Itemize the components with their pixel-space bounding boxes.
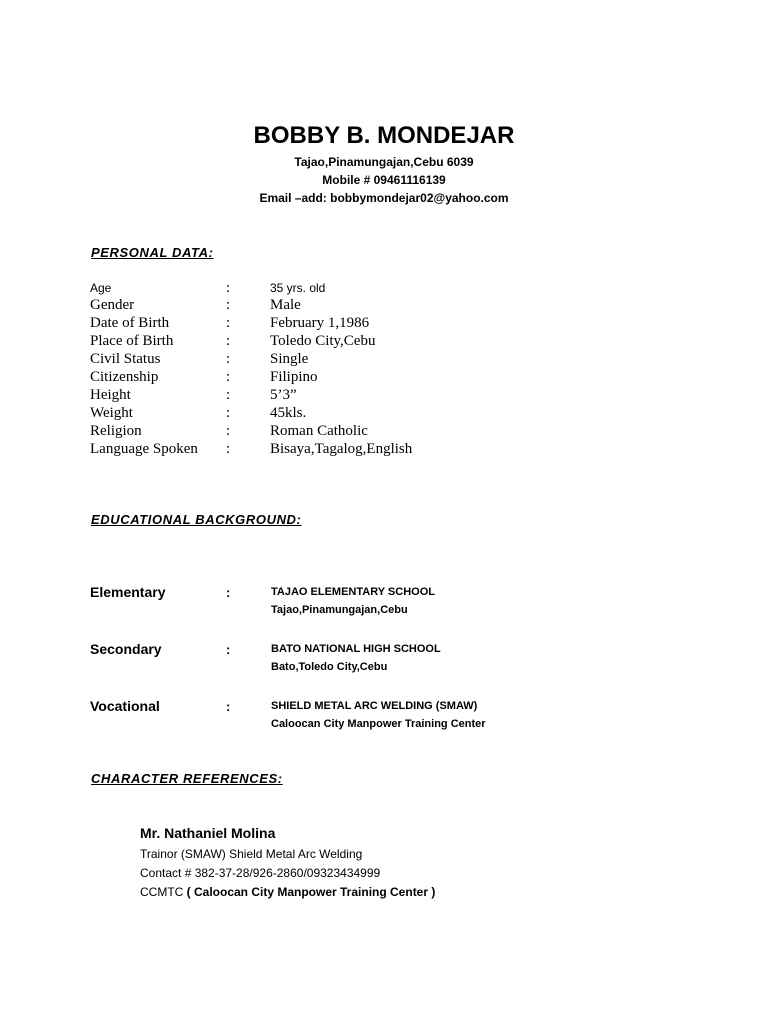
education-level: Secondary (90, 641, 162, 657)
school-address: Bato,Toledo City,Cebu (271, 661, 388, 673)
school-name: SHIELD METAL ARC WELDING (SMAW) (271, 700, 478, 712)
colon-separator: : (226, 699, 231, 714)
personal-label: Citizenship (90, 369, 159, 385)
colon-separator: : (226, 315, 231, 331)
school-address: Tajao,Pinamungajan,Cebu (271, 604, 408, 616)
education-row-elementary (90, 584, 690, 624)
personal-value: Male (270, 297, 301, 313)
education-heading: EDUCATIONAL BACKGROUND: (91, 512, 302, 527)
personal-data-heading: PERSONAL DATA: (91, 245, 214, 260)
school-name: TAJAO ELEMENTARY SCHOOL (271, 586, 435, 598)
personal-value: Toledo City,Cebu (270, 333, 376, 349)
mobile-line: Mobile # 09461116139 (322, 173, 446, 187)
applicant-name: BOBBY B. MONDEJAR (253, 122, 515, 149)
personal-label: Gender (90, 297, 135, 313)
personal-label: Date of Birth (90, 315, 170, 331)
personal-value: 5’3” (270, 387, 297, 403)
colon-separator: : (226, 369, 231, 385)
school-name: BATO NATIONAL HIGH SCHOOL (271, 643, 441, 655)
personal-value: 45kls. (270, 405, 307, 421)
colon-separator: : (226, 441, 231, 457)
personal-label: Age (90, 281, 112, 295)
personal-value: Bisaya,Tagalog,English (270, 441, 413, 457)
personal-value: Filipino (270, 369, 318, 385)
organization-abbreviation: CCMTC (140, 885, 184, 899)
school-address: Caloocan City Manpower Training Center (271, 718, 486, 730)
personal-value: February 1,1986 (270, 315, 370, 331)
education-row-vocational (90, 698, 690, 738)
education-level: Elementary (90, 584, 166, 600)
personal-value: Roman Catholic (270, 423, 368, 439)
colon-separator: : (226, 585, 231, 600)
colon-separator: : (226, 387, 231, 403)
personal-label: Civil Status (90, 351, 161, 367)
address-line: Tajao,Pinamungajan,Cebu 6039 (294, 155, 474, 169)
reference-organization (140, 885, 435, 899)
personal-label: Language Spoken (90, 441, 198, 457)
colon-separator: : (226, 333, 231, 349)
education-row-secondary (90, 641, 690, 681)
colon-separator: : (226, 405, 231, 421)
colon-separator: : (226, 423, 231, 439)
personal-value: Single (270, 351, 309, 367)
reference-name: Mr. Nathaniel Molina (140, 825, 276, 841)
personal-value: 35 yrs. old (270, 281, 326, 295)
references-heading: CHARACTER REFERENCES: (91, 771, 283, 786)
personal-label: Religion (90, 423, 142, 439)
colon-separator: : (226, 351, 231, 367)
personal-label: Place of Birth (90, 333, 174, 349)
organization-full-name: ( Caloocan City Manpower Training Center ) (183, 885, 436, 899)
colon-separator: : (226, 642, 231, 657)
personal-label: Height (90, 387, 131, 403)
reference-position: Trainor (SMAW) Shield Metal Arc Welding (140, 847, 363, 861)
education-level: Vocational (90, 698, 160, 714)
personal-label: Weight (90, 405, 133, 421)
colon-separator: : (226, 297, 231, 313)
reference-contact: Contact # 382-37-28/926-2860/09323434999 (140, 866, 381, 880)
colon-separator: : (226, 280, 231, 296)
email-line: Email –add: bobbymondejar02@yahoo.com (259, 191, 509, 205)
